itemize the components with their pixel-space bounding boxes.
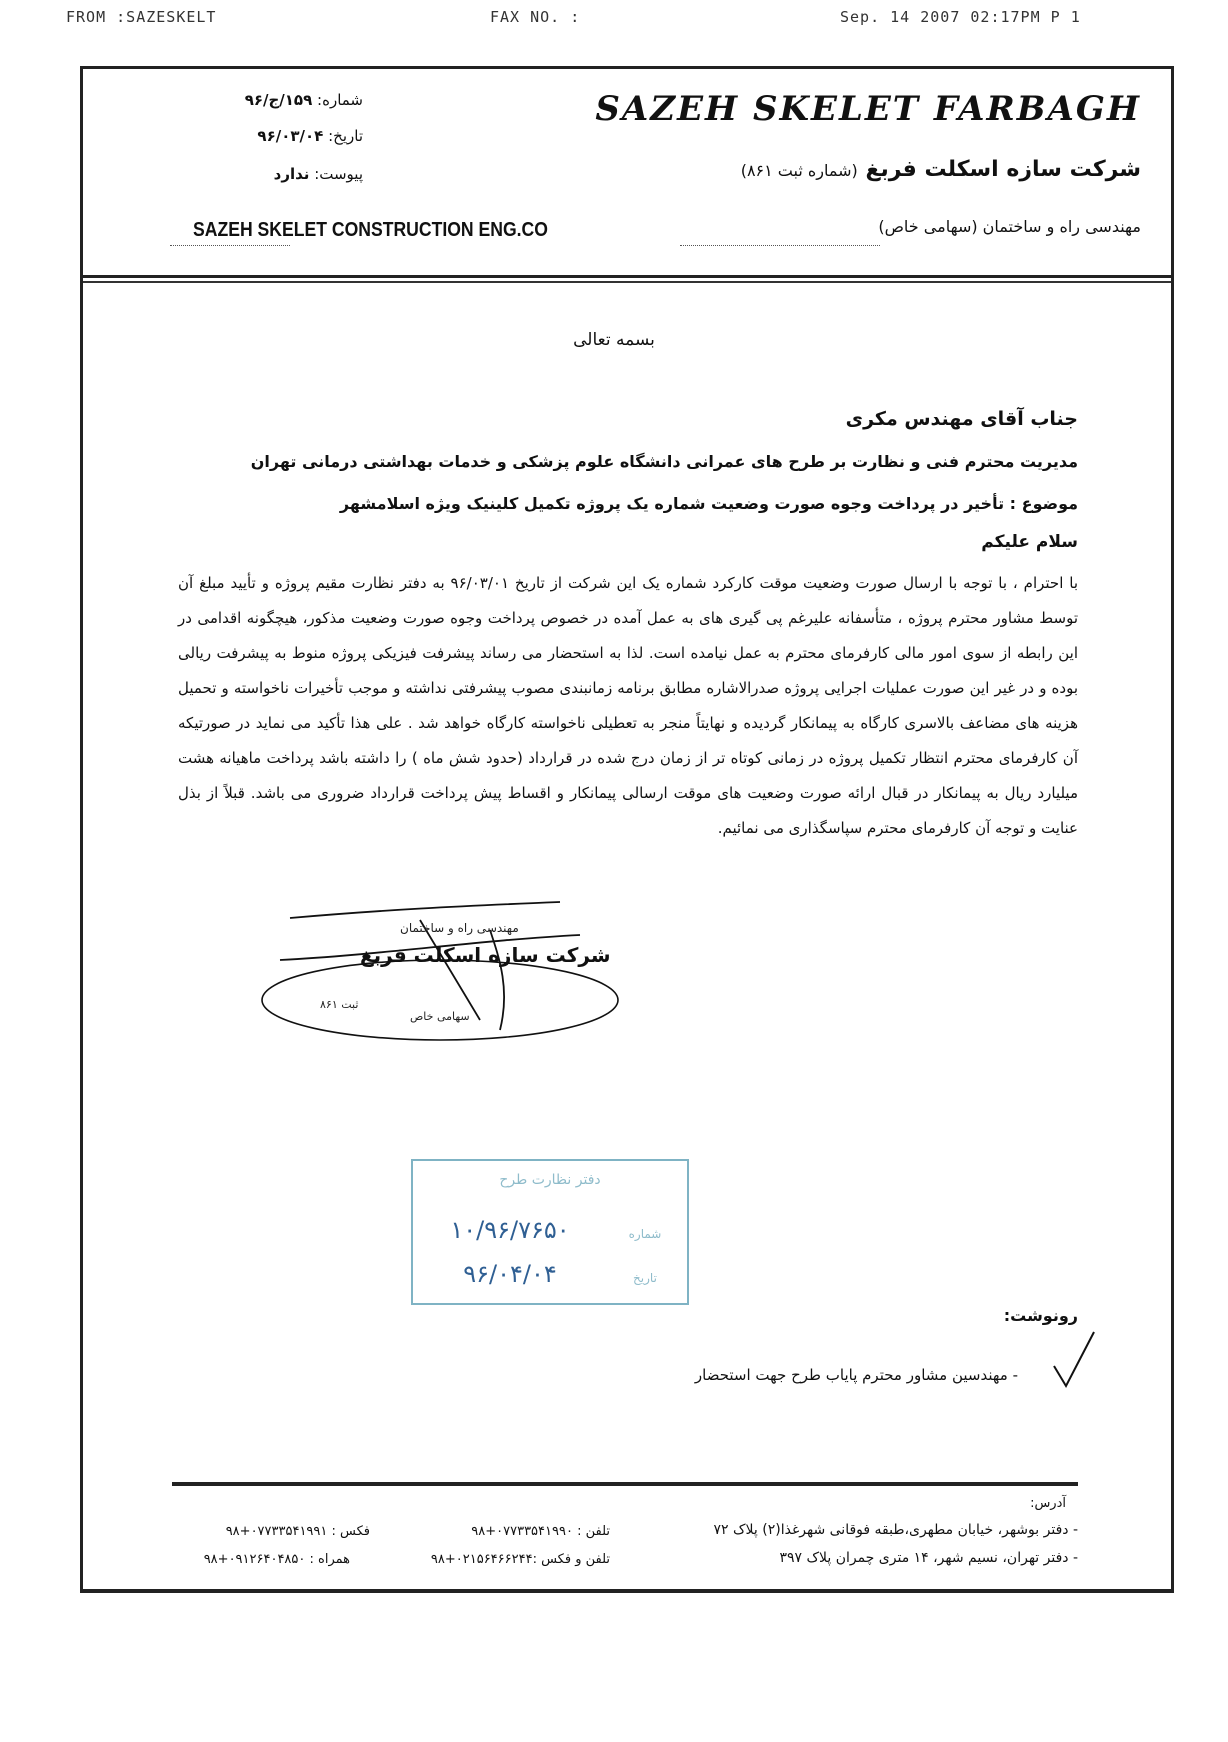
footer-divider xyxy=(172,1482,1078,1486)
company-persian-name xyxy=(741,157,1141,182)
letter-date-value: ۹۶/۰۳/۰۴ xyxy=(257,127,324,145)
registry-date-label: تاریخ xyxy=(633,1271,657,1285)
greeting: سلام علیکم xyxy=(981,532,1078,552)
letterhead xyxy=(83,69,1171,278)
stamp-line-1: مهندسی راه و ساختمان xyxy=(400,921,519,935)
address-bushehr: - دفتر بوشهر، خیابان مطهری،طبقه فوقانی شهرغذا(۲) پلاک ۷۲ xyxy=(713,1522,1078,1538)
letter-body-paragraph: با احترام ، با توجه با ارسال صورت وضعیت موقت کارکرد شماره یک این شرکت از تاریخ ۹۶/۰۳/۰۱ به دفتر نظارت مقیم پروژه و تأیید مبلغ آن توسط مشاور محترم پروژه ، متأسفانه علیرغم پی گیری های به عمل آمده در خصوص پرداخت وجوه صورت وضعیت مذکور، هیچگونه اقدامی در این رابطه از سوی امور مالی کارفرمای محترم به عمل نیامده است. لذا به استحضار می رساند پیشرفت فیزیکی پروژه منوط به پیشرفت ریالی بوده و در غیر این صورت عملیات اجرایی پروژه صدرالاشاره مطابق برنامه زمانبندی مصوب پیشرفتی نداشته و موجب تأخیرات ناخواسته و تحمیل هزینه های مضاعف بالاسری کارگاه به پیمانکار گردیده و نهایتاً منجر به تعطیلی ناخواسته کارگاه خواهد شد . علی هذا تأکید می نماید در صورتیکه آن کارفرمای محترم انتظار تکمیل پروژه در زمانی کوتاه تر از زمان درج شده در قرارداد (حدود شش ماه ) را داشته باشد پرداخت ماهیانه هشت میلیارد ریال به پیمانکار در قبال ارائه صورت وضعیت های موقت ارسالی پیمانکار و اقساط پیش پرداخت قرارداد ضروری می باشد. قبلاً از بذل عنایت و توجه آن کارفرمای محترم سپاسگذاری می نمائیم. xyxy=(178,574,1078,837)
letter-subject: موضوع : تأخیر در پرداخت وجوه صورت وضعیت شماره یک پروژه تکمیل کلینیک ویژه اسلامشهر xyxy=(339,494,1078,513)
company-persian-name-text: شرکت سازه اسکلت فربغ xyxy=(865,157,1141,182)
header-divider xyxy=(83,281,1171,283)
header-dotted-rule xyxy=(170,245,290,246)
mobile-tehran: همراه : ۰۹۱۲۶۴۰۴۸۵۰+۹۸ xyxy=(203,1552,350,1567)
registry-stamp xyxy=(410,1158,690,1306)
letter-body xyxy=(178,566,1078,846)
fax-date-time: Sep. 14 2007 02:17PM P 1 xyxy=(840,8,1081,26)
cc-item: - مهندسین مشاور محترم پایاب طرح جهت استحضار xyxy=(694,1366,1018,1384)
company-latin-title: SAZEH SKELET FARBAGH xyxy=(595,89,1141,129)
company-persian-subtitle: مهندسی راه و ساختمان (سهامی خاص) xyxy=(878,217,1141,236)
company-registration: (شماره ثبت ۸۶۱) xyxy=(740,161,858,180)
salutation: جناب آقای مهندس مکری xyxy=(845,408,1078,430)
letter-attachment-label: پیوست: xyxy=(314,165,363,183)
registry-stamp-heading: دفتر نظارت طرح xyxy=(499,1172,601,1188)
signature-stamp xyxy=(260,900,640,1050)
stamp-line-4: ثبت ۸۶۱ xyxy=(320,998,359,1011)
letter-number-value: ۱۵۹/ج/۹۶ xyxy=(244,91,313,109)
stamp-line-3: سهامی خاص xyxy=(410,1010,470,1023)
phone-bushehr: تلفن : ۰۷۷۳۳۵۴۱۹۹۰+۹۸ xyxy=(471,1524,610,1539)
registry-number: ۱۰/۹۶/۷۶۵۰ xyxy=(450,1216,570,1244)
checkmark-icon xyxy=(1050,1328,1098,1390)
address-label: آدرس: xyxy=(1030,1496,1066,1511)
fax-number: FAX NO. : xyxy=(490,8,581,26)
cc-label: رونوشت: xyxy=(1003,1306,1078,1325)
header-dotted-rule xyxy=(680,245,880,246)
fax-from: FROM :SAZESKELT xyxy=(66,8,217,26)
letter-attachment xyxy=(143,165,363,183)
registry-number-label: شماره xyxy=(628,1227,662,1241)
stamp-line-2: شرکت سازه اسکلت فربغ xyxy=(360,943,611,967)
basmala: بسمه تعالی xyxy=(573,330,655,350)
letter-attachment-value: ندارد xyxy=(273,165,310,183)
recipient-department: مدیریت محترم فنی و نظارت بر طرح های عمرانی دانشگاه علوم پزشکی و خدمات بهداشتی درمانی تهران xyxy=(250,452,1078,471)
address-tehran: - دفتر تهران، نسیم شهر، ۱۴ متری چمران پلاک ۳۹۷ xyxy=(779,1550,1078,1566)
letter-date xyxy=(143,127,363,145)
letter-number xyxy=(143,91,363,109)
registry-date: ۹۶/۰۴/۰۴ xyxy=(463,1260,557,1288)
letter-date-label: تاریخ: xyxy=(328,127,363,145)
fax-bushehr: فکس : ۰۷۷۳۳۵۴۱۹۹۱+۹۸ xyxy=(225,1524,370,1539)
letter-number-label: شماره: xyxy=(317,91,363,109)
phone-fax-tehran: تلفن و فکس :۰۲۱۵۶۴۶۶۲۴۴+۹۸ xyxy=(430,1552,610,1567)
company-english-name: SAZEH SKELET CONSTRUCTION ENG.CO xyxy=(193,219,548,241)
signature-ellipse xyxy=(262,960,618,1040)
